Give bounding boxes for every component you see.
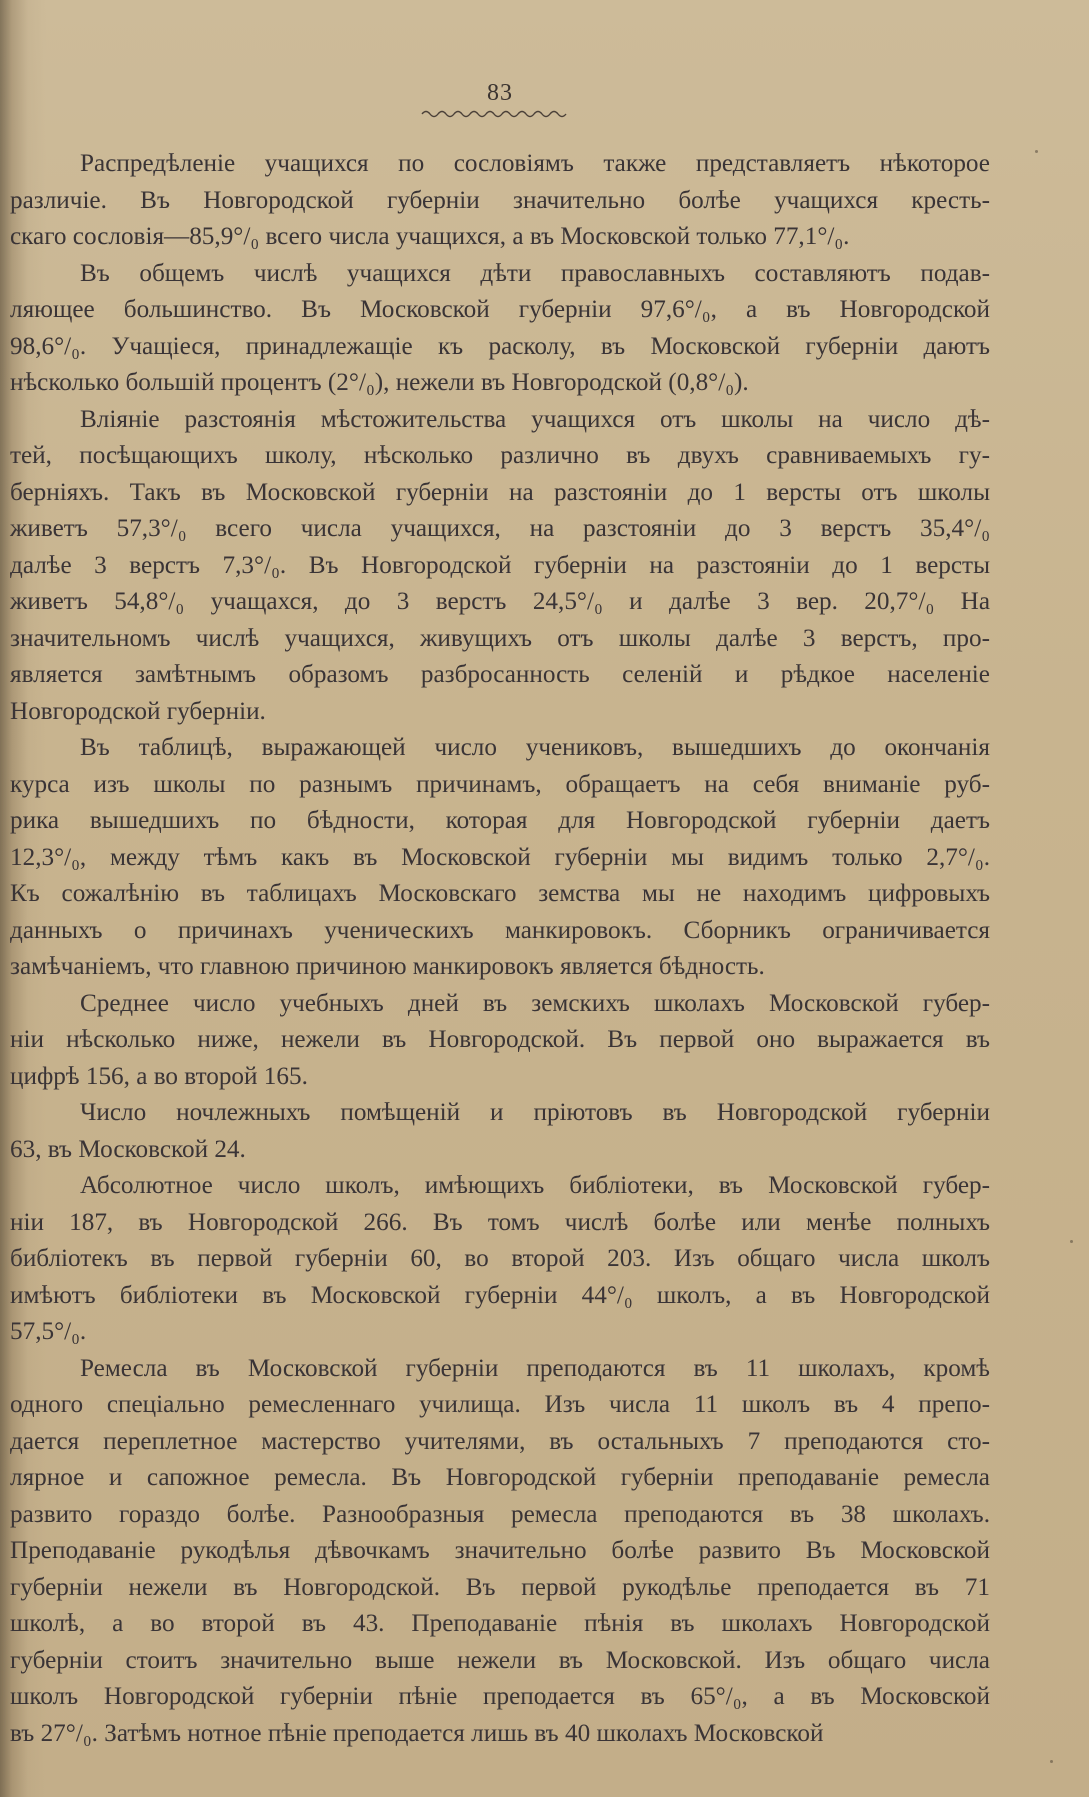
text-line: Въ общемъ числѣ учащихся дѣти православныхъ составляютъ подав- [80, 259, 990, 287]
text-line: 98,6°/₀. Учащіеся, принадлежащіе къ расколу, въ Московской губерніи даютъ [10, 332, 990, 360]
text-line: Распредѣленіе учащихся по сословіямъ также представляетъ нѣкоторое [80, 150, 990, 177]
page-number: 83 [487, 80, 513, 106]
text-line: данныхъ о причинахъ ученическихъ манкировокъ. Сборникъ ограничивается [10, 916, 990, 944]
text-line: Абсолютное число школъ, имѣющихъ библіотеки, въ Московской губер- [80, 1172, 990, 1199]
text-line: ляющее большинство. Въ Московской губерніи 97,6°/₀, а въ Новгородской [10, 296, 990, 323]
text-line: библіотекъ въ первой губерніи 60, во второй 203. Изъ общаго числа школъ [10, 1245, 990, 1272]
paper-speck [1050, 1760, 1053, 1763]
paragraph [10, 986, 990, 1096]
text-line: живетъ 57,3°/₀ всего числа учащихся, на разстояніи до 3 верстъ 35,4°/₀ [10, 515, 990, 542]
text-line: берніяхъ. Такъ въ Московской губерніи на разстояніи до 1 версты отъ школы [10, 478, 990, 506]
text-line: дается переплетное мастерство учителями, въ остальныхъ 7 преподаются сто- [10, 1427, 990, 1455]
text-line: Число ночлежныхъ помѣщеній и пріютовъ въ Новгородской губерніи [80, 1099, 990, 1126]
text-line: Среднее число учебныхъ дней въ земскихъ школахъ Московской губер- [80, 989, 990, 1017]
paragraph [10, 1351, 990, 1753]
text-line: Преподаваніе рукодѣлья дѣвочкамъ значительно болѣе развито Въ Московской [10, 1537, 990, 1564]
text-line: 12,3°/₀, между тѣмъ какъ въ Московской губерніи мы видимъ только 2,7°/₀. [10, 843, 990, 871]
text-line: одного спеціально ремесленнаго училища. Изъ числа 11 школъ въ 4 препо- [10, 1391, 990, 1418]
text-line: ніи 187, въ Новгородской 266. Въ томъ числѣ болѣе или менѣе полныхъ [10, 1208, 990, 1236]
text-line: Къ сожалѣнію въ таблицахъ Московскаго земства мы не находимъ цифровыхъ [10, 880, 990, 907]
text-line: нѣсколько большій процентъ (2°/₀), нежели въ Новгородской (0,8°/₀). [10, 369, 749, 396]
text-line: имѣютъ библіотеки въ Московской губерніи 44°/₀ школъ, а въ Новгородской [10, 1281, 990, 1309]
text-line: скаго сословія—85,9°/₀ всего числа учащихся, а въ Московской только 77,1°/₀. [10, 223, 850, 250]
paragraph [10, 730, 990, 986]
text-line: губерніи нежели въ Новгородской. Въ первой рукодѣлье преподается въ 71 [10, 1573, 990, 1601]
text-line: Ремесла въ Московской губерніи преподаются въ 11 школахъ, кромѣ [80, 1354, 990, 1382]
text-line: 63, въ Московской 24. [10, 1135, 246, 1163]
text-line: различіе. Въ Новгородской губерніи значительно болѣе учащихся кресть- [10, 186, 990, 214]
text-line: въ 27°/₀. Затѣмъ нотное пѣніе преподается лишь въ 40 школахъ Московской [10, 1719, 824, 1747]
text-line: ніи нѣсколько ниже, нежели въ Новгородской. Въ первой оно выражается въ [10, 1026, 990, 1053]
text-line: рика вышедшихъ по бѣдности, которая для Новгородской губерніи даетъ [10, 807, 990, 834]
text-line: далѣе 3 верстъ 7,3°/₀. Въ Новгородской губерніи на разстояніи до 1 версты [10, 551, 990, 579]
paragraph [10, 146, 990, 256]
wavy-rule-ornament [420, 108, 570, 120]
text-line: школѣ, а во второй въ 43. Преподаваніе пѣнія въ школахъ Новгородской [10, 1610, 990, 1637]
paragraph [10, 402, 990, 731]
text-line: лярное и сапожное ремесла. Въ Новгородской губерніи преподаваніе ремесла [10, 1464, 990, 1491]
body-text [10, 146, 990, 1752]
text-line: цифрѣ 156, а во второй 165. [10, 1062, 308, 1090]
text-line: Новгородской губерніи. [10, 697, 266, 725]
text-line: губерніи стоитъ значительно выше нежели въ Московской. Изъ общаго числа [10, 1646, 990, 1674]
text-line: замѣчаніемъ, что главною причиною манкировокъ является бѣдность. [10, 953, 765, 980]
paragraph [10, 256, 990, 402]
text-line: значительномъ числѣ учащихся, живущихъ отъ школы далѣе 3 верстъ, про- [10, 624, 990, 652]
paper-speck [1070, 1240, 1073, 1243]
text-line: тей, посѣщающихъ школу, нѣсколько различно въ двухъ сравниваемыхъ гу- [10, 442, 990, 469]
paragraph [10, 1168, 990, 1351]
text-line: курса изъ школы по разнымъ причинамъ, обращаетъ на себя вниманіе руб- [10, 770, 990, 798]
text-line: развито гораздо болѣе. Разнообразныя ремесла преподаются въ 38 школахъ. [10, 1500, 990, 1528]
text-line: 57,5°/₀. [10, 1318, 87, 1345]
text-line: Вліяніе разстоянія мѣстожительства учащихся отъ школы на число дѣ- [80, 405, 990, 433]
paper-speck [1035, 150, 1038, 153]
text-line: живетъ 54,8°/₀ учащахся, до 3 верстъ 24,5°/₀ и далѣе 3 вер. 20,7°/₀ На [10, 588, 990, 615]
text-line: школъ Новгородской губерніи пѣніе преподается въ 65°/₀, а въ Московской [10, 1683, 990, 1710]
paragraph [10, 1095, 990, 1168]
text-line: Въ таблицѣ, выражающей число учениковъ, вышедшихъ до окончанія [80, 734, 990, 761]
text-line: является замѣтнымъ образомъ разбросанность селеній и рѣдкое населеніе [10, 661, 990, 688]
